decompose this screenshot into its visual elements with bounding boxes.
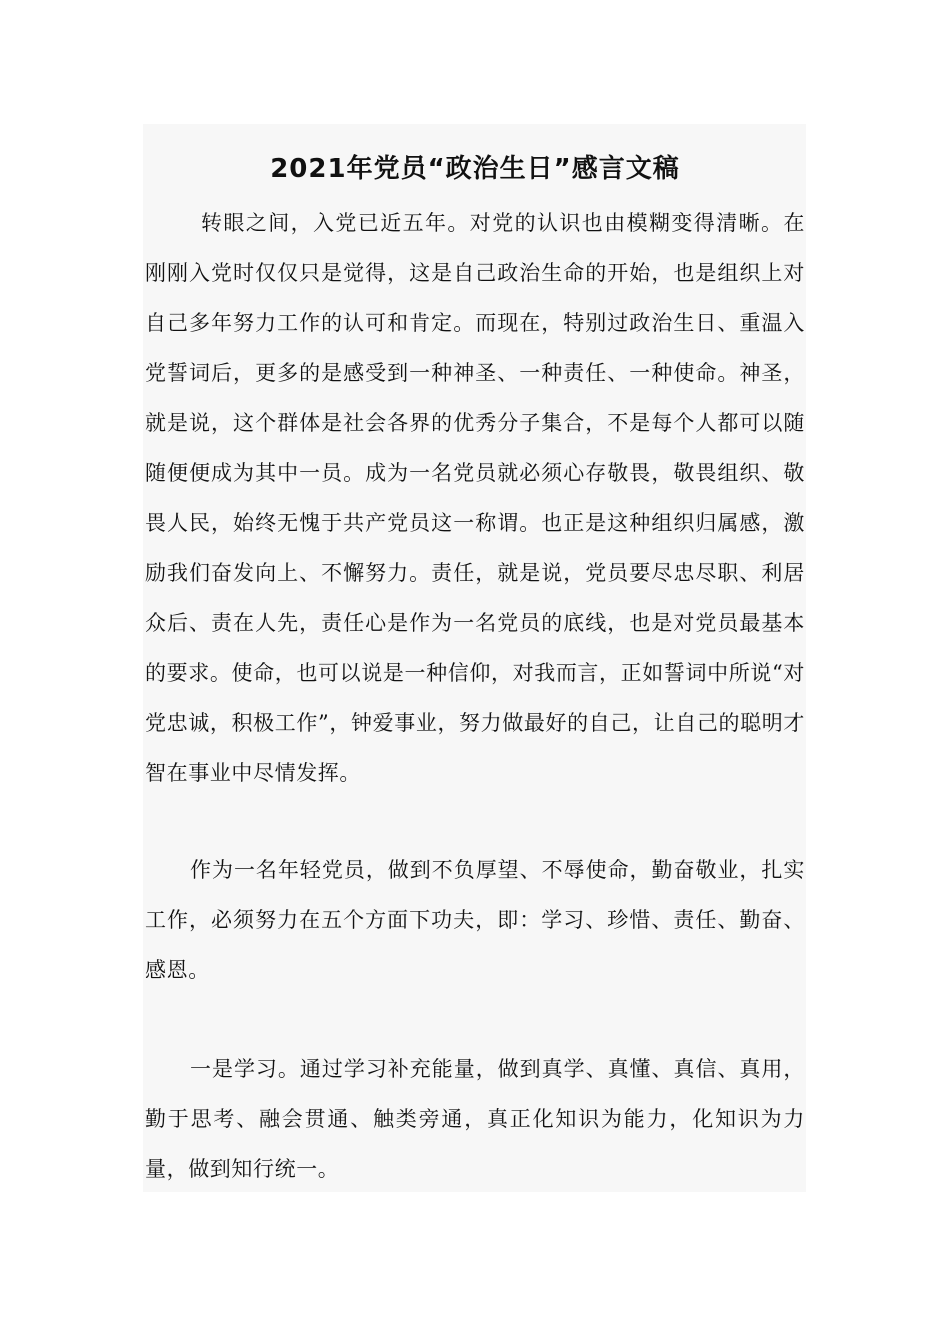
paragraph-study: 一是学习。通过学习补充能量，做到真学、真懂、真信、真用，勤于思考、融会贯通、触类旁通，真正化知识为能力，化知识为力量，做到知行统一。 xyxy=(145,1057,805,1181)
paragraph-young-member: 作为一名年轻党员，做到不负厚望、不辱使命，勤奋敬业，扎实工作，必须努力在五个方面下功夫，即：学习、珍惜、责任、勤奋、感恩。 xyxy=(145,858,805,982)
document-title: 2021年党员“政治生日”感言文稿 xyxy=(270,154,680,185)
paragraph-intro: 转眼之间，入党已近五年。对党的认识也由模糊变得清晰。在刚刚入党时仅仅只是觉得，这是自己政治生命的开始，也是组织上对自己多年努力工作的认可和肯定。而现在，特别过政治生日、重温入党誓词后，更多的是感受到一种神圣、一种责任、一种使命。神圣，就是说，这个群体是社会各界的优秀分子集合，不是每个人都可以随随便便成为其中一员。成为一名党员就必须心存敬畏，敬畏组织、敬畏人民，始终无愧于共产党员这一称谓。也正是这种组织归属感，激励我们奋发向上、不懈努力。责任，就是说，党员要尽忠尽职、利居众后、责在人先，责任心是作为一名党员的底线，也是对党员最基本的要求。使命，也可以说是一种信仰，对我而言，正如誓词中所说“对党忠诚，积极工作”，钟爱事业，努力做最好的自己，让自己的聪明才智在事业中尽情发挥。 xyxy=(145,211,805,785)
